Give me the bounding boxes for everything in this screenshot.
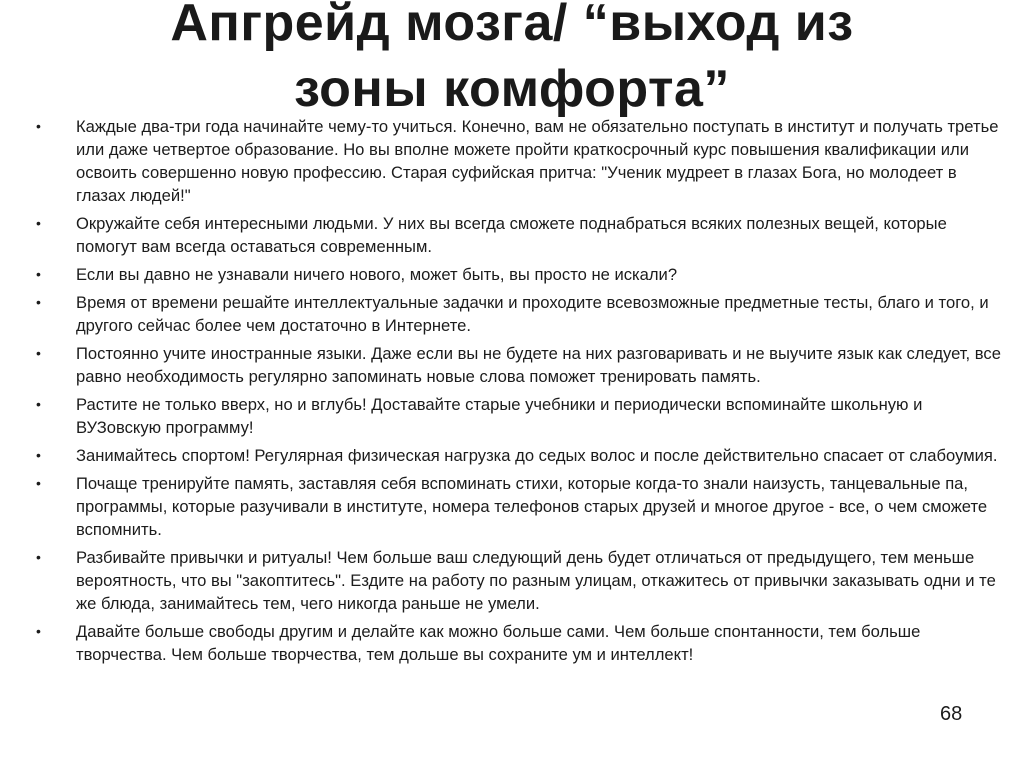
bullet-text: Каждые два-три года начинайте чему-то учиться. Конечно, вам не обязательно поступать в институт и получать третье или даже четвертое образование. Но вы вполне можете пройти краткосрочный курс повышения квалификации или освоить совершенно новую профессию. Старая суфийская притча: "Ученик мудреет в глазах Бога, но молодеет в глазах людей!": [76, 117, 999, 205]
bullet-item: [36, 263, 1004, 286]
bullet-text: Растите не только вверх, но и вглубь! Доставайте старые учебники и периодически вспоминайте школьную и ВУЗовскую программу!: [76, 395, 923, 437]
bullet-text: Постоянно учите иностранные языки. Даже если вы не будете на них разговаривать и не выучите язык как следует, все равно необходимость регулярно запоминать новые слова поможет тренировать память.: [76, 344, 1001, 386]
bullet-dot-icon: •: [36, 447, 41, 463]
bullet-text: Разбивайте привычки и ритуалы! Чем больше ваш следующий день будет отличаться от предыдущего, тем меньше вероятность, что вы "закоптитесь". Ездите на работу по разным улицам, откажитесь от привычки заказывать одни и те же блюда, занимайтесь тем, чего никогда раньше не умели.: [76, 548, 996, 613]
bullet-dot-icon: •: [36, 266, 41, 282]
slide-title-line-1: Апгрейд мозга/ “выход из: [170, 0, 854, 52]
bullet-dot-icon: •: [36, 215, 41, 231]
slide-title: [0, 0, 1024, 122]
bullet-list: [36, 115, 1004, 671]
bullet-dot-icon: •: [36, 549, 41, 565]
bullet-item: [36, 115, 1004, 207]
bullet-dot-icon: •: [36, 396, 41, 412]
bullet-item: [36, 472, 1004, 541]
bullet-dot-icon: •: [36, 475, 41, 491]
slide-title-line-2: зоны комфорта”: [294, 60, 730, 118]
bullet-text: Давайте больше свободы другим и делайте как можно больше сами. Чем больше спонтанности, тем больше творчества. Чем больше творчества, тем дольше вы сохраните ум и интеллект!: [76, 622, 921, 664]
bullet-dot-icon: •: [36, 345, 41, 361]
bullet-dot-icon: •: [36, 623, 41, 639]
bullet-dot-icon: •: [36, 294, 41, 310]
bullet-text: Если вы давно не узнавали ничего нового, может быть, вы просто не искали?: [76, 265, 678, 284]
bullet-item: [36, 212, 1004, 258]
bullet-item: [36, 291, 1004, 337]
bullet-text: Окружайте себя интересными людьми. У них вы всегда сможете поднабраться всяких полезных вещей, которые помогут вам всегда оставаться современным.: [76, 214, 947, 256]
bullet-item: [36, 342, 1004, 388]
bullet-item: [36, 546, 1004, 615]
bullet-text: Время от времени решайте интеллектуальные задачки и проходите всевозможные предметные тесты, благо и того, и другого сейчас более чем достаточно в Интернете.: [76, 293, 989, 335]
bullet-dot-icon: •: [36, 118, 41, 134]
bullet-item: [36, 444, 1004, 467]
page-number: 68: [940, 703, 963, 725]
bullet-item: [36, 393, 1004, 439]
bullet-text: Почаще тренируйте память, заставляя себя вспоминать стихи, которые когда-то знали наизусть, танцевальные па, программы, которые разучивали в институте, номера телефонов старых друзей и многое другое - все, о чем сможете вспомнить.: [76, 474, 988, 539]
bullet-item: [36, 620, 1004, 666]
bullet-text: Занимайтесь спортом! Регулярная физическая нагрузка до седых волос и после действительно спасает от слабоумия.: [76, 446, 998, 465]
